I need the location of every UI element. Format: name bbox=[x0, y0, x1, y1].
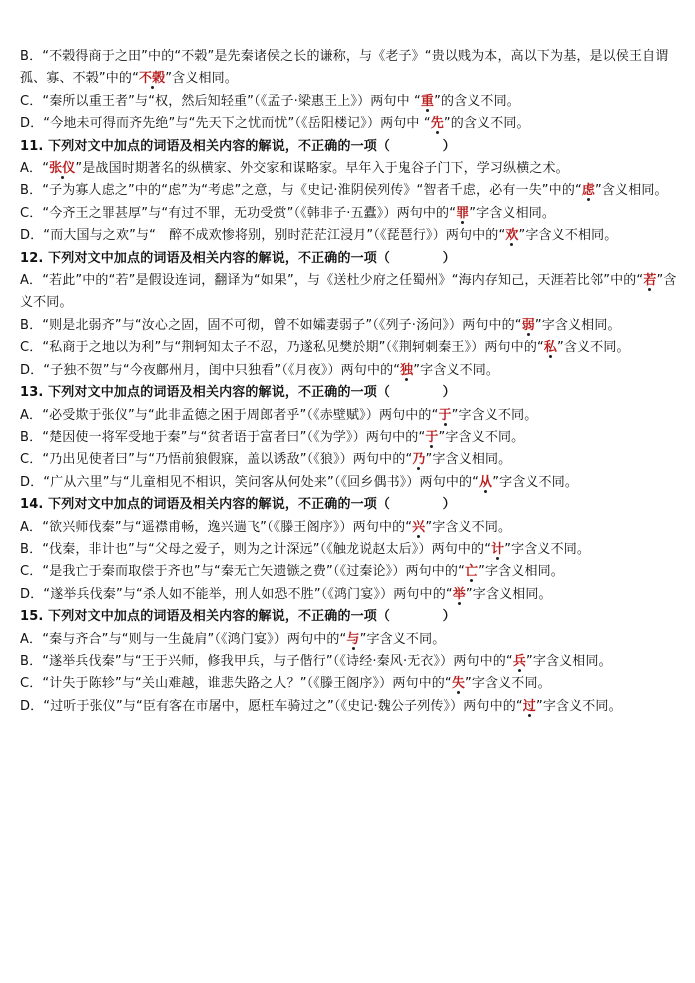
text-segment: C．“是我亡于秦而取偿于齐也”与“秦无亡矢遗镞之费”（《过秦论》）两句中的“ bbox=[20, 564, 465, 580]
text-segment: A．“欲兴师伐秦”与“遥襟甫畅，逸兴遄飞”（《滕王阁序》）两句中的“ bbox=[20, 519, 413, 535]
text-segment: ”字含义不同。 bbox=[451, 407, 538, 423]
dotted-keyword: 罪 bbox=[456, 205, 470, 221]
text-segment: ”字含义不相同。 bbox=[518, 228, 618, 244]
text-segment: B．“伐秦，非计也”与“父母之爱子，则为之计深远”（《触龙说赵太后》）两句中的“ bbox=[20, 541, 492, 557]
text-segment: 11. 下列对文中加点的词语及相关内容的解说，不正确的一项（ ） bbox=[20, 138, 456, 154]
dotted-keyword: 乃 bbox=[412, 452, 426, 468]
answer-option bbox=[20, 472, 680, 494]
answer-option bbox=[20, 539, 680, 561]
text-segment: ”是战国时期著名的纵横家、外交家和谋略家。早年入于鬼谷子门下，学习纵横之术。 bbox=[75, 161, 569, 177]
dotted-keyword: 与 bbox=[346, 631, 360, 647]
text-segment: ”含义相同。 bbox=[595, 183, 668, 199]
text-segment: ”字含义不同。 bbox=[359, 631, 446, 647]
text-segment: A．“秦与齐合”与“则与一生彘肩”（《鸿门宴》）两句中的“ bbox=[20, 631, 347, 647]
answer-option bbox=[20, 405, 680, 427]
text-segment: ”字含义不同。 bbox=[492, 474, 578, 490]
text-segment: D．“今地未可得而齐先绝”与“先天下之忧而忧”（《岳阳楼记》）两句中 “ bbox=[20, 116, 431, 132]
answer-option bbox=[20, 225, 680, 247]
answer-option bbox=[20, 561, 680, 583]
dotted-keyword: 亡 bbox=[464, 564, 479, 580]
text-segment: ”字含义不同。 bbox=[438, 429, 525, 445]
text-segment: D．“而大国与之欢”与“ 醉不成欢惨将别，别时茫茫江浸月”（《琵琶行》）两句中的“ bbox=[20, 228, 506, 244]
text-segment: 13. 下列对文中加点的词语及相关内容的解说，不正确的一项（ ） bbox=[20, 385, 456, 401]
answer-option bbox=[20, 427, 680, 449]
text-segment: C．“计失于陈轸”与“关山难越，谁悲失路之人？”（《滕王阁序》）两句中的“ bbox=[20, 676, 452, 692]
answer-option bbox=[20, 517, 680, 539]
dotted-keyword: 重 bbox=[420, 93, 435, 109]
dotted-keyword: 虑 bbox=[581, 183, 596, 199]
text-segment: C．“乃出见使者曰”与“乃悟前狼假寐，盖以诱敌”（《狼》）两句中的“ bbox=[20, 452, 413, 468]
text-segment: ”字含义相同。 bbox=[469, 205, 556, 221]
text-segment: D．“广从六里”与“儿童相见不相识，笑问客从何处来”（《回乡偶书》）两句中的“ bbox=[20, 474, 480, 490]
answer-option bbox=[20, 584, 680, 606]
question-heading bbox=[20, 494, 680, 516]
text-segment: C．“私商于之地以为利”与“荆轲知太子不忍，乃遂私见樊於期”（《荆轲刺秦王》）两句中的“ bbox=[20, 340, 544, 356]
answer-option bbox=[20, 46, 680, 91]
text-segment: ”字含义相同。 bbox=[425, 452, 512, 468]
dotted-keyword: 于 bbox=[425, 429, 439, 445]
text-segment: ”字含义不同。 bbox=[464, 676, 551, 692]
answer-option bbox=[20, 651, 680, 673]
answer-option bbox=[20, 360, 680, 382]
answer-option bbox=[20, 113, 680, 135]
dotted-keyword: 于 bbox=[438, 407, 452, 423]
dotted-keyword: 先 bbox=[430, 116, 444, 132]
question-heading bbox=[20, 382, 680, 404]
dotted-keyword: 弱 bbox=[521, 317, 535, 333]
dotted-keyword: 若 bbox=[643, 273, 657, 289]
answer-option bbox=[20, 203, 680, 225]
answer-option bbox=[20, 91, 680, 113]
dotted-keyword: 从 bbox=[479, 474, 493, 490]
text-segment: 12. 下列对文中加点的词语及相关内容的解说，不正确的一项（ ） bbox=[20, 250, 456, 266]
dotted-keyword: 张仪 bbox=[49, 161, 76, 177]
dotted-keyword: 计 bbox=[491, 541, 505, 557]
answer-option bbox=[20, 180, 680, 202]
answer-option bbox=[20, 696, 680, 718]
dotted-keyword: 兵 bbox=[512, 653, 526, 669]
dotted-keyword: 私 bbox=[543, 340, 558, 356]
text-segment: ”含义不同。 bbox=[20, 273, 677, 311]
text-segment: ”的含义不同。 bbox=[443, 116, 530, 132]
text-segment: A．“若此”中的“若”是假设连词，翻译为“如果”，与《送杜少府之任蜀州》“海内存知己，天涯若比邻”中的“ bbox=[20, 273, 644, 289]
text-segment: B．“子为寡人虑之”中的“虑”为“考虑”之意，与《史记·淮阴侯列传》“智者千虑，必有一失”中的“ bbox=[20, 183, 582, 199]
text-segment: ”字含义相同。 bbox=[465, 586, 552, 602]
text-segment: ”的含义不同。 bbox=[434, 93, 520, 109]
text-segment: ”字含义不同。 bbox=[413, 362, 500, 378]
text-segment: D．“子独不贺”与“今夜鄜州月，闺中只独看”（《月夜》）两句中的“ bbox=[20, 362, 401, 378]
dotted-keyword: 兴 bbox=[412, 519, 426, 535]
question-heading bbox=[20, 606, 680, 628]
dotted-keyword: 失 bbox=[451, 676, 465, 692]
dotted-keyword: 举 bbox=[452, 586, 466, 602]
text-segment: B．“楚因使一将军受地于秦”与“贫者语于富者曰”（《为学》）两句中的“ bbox=[20, 429, 426, 445]
answer-option bbox=[20, 337, 680, 359]
text-segment: B．“则是北弱齐”与“汝心之固，固不可彻，曾不如孀妻弱子”（《列子·汤问》）两句中的“ bbox=[20, 317, 522, 333]
document-page bbox=[20, 46, 680, 718]
dotted-keyword: 过 bbox=[522, 698, 536, 714]
text-segment: 15. 下列对文中加点的词语及相关内容的解说，不正确的一项（ ） bbox=[20, 609, 456, 625]
text-segment: D．“过听于张仪”与“臣有客在市屠中，愿枉车骑过之”（《史记·魏公子列传》）两句中的“ bbox=[20, 698, 523, 714]
answer-option bbox=[20, 158, 680, 180]
answer-option bbox=[20, 673, 680, 695]
dotted-keyword: 不榖 bbox=[138, 71, 166, 87]
text-segment: B．“遂举兵伐秦”与“王于兴师，修我甲兵，与子偕行”（《诗经·秦风·无衣》）两句中的“ bbox=[20, 653, 513, 669]
text-segment: ”字含义相同。 bbox=[525, 653, 612, 669]
answer-option bbox=[20, 449, 680, 471]
text-segment: ”字含义不同。 bbox=[535, 698, 622, 714]
text-segment: ”字含义不同。 bbox=[504, 541, 591, 557]
text-segment: ”含义不同。 bbox=[557, 340, 630, 356]
text-segment: C．“秦所以重王者”与“权，然后知轻重”（《孟子·梁惠王上》）两句中 “ bbox=[20, 93, 421, 109]
answer-option bbox=[20, 629, 680, 651]
text-segment: A．“必受欺于张仪”与“此非孟德之困于周郎者乎”（《赤壁赋》）两句中的“ bbox=[20, 407, 439, 423]
text-segment: ”字含义不同。 bbox=[425, 519, 512, 535]
text-segment: ”字含义相同。 bbox=[478, 564, 564, 580]
answer-option bbox=[20, 315, 680, 337]
text-segment: 14. 下列对文中加点的词语及相关内容的解说，不正确的一项（ ） bbox=[20, 497, 456, 513]
text-segment: B．“不榖得商于之田”中的“不榖”是先秦诸侯之长的谦称，与《老子》“贵以贱为本，高以下为基，是以侯王自谓孤、寡、不榖”中的“ bbox=[20, 49, 669, 87]
text-segment: ”含义相同。 bbox=[165, 71, 238, 87]
answer-option bbox=[20, 270, 680, 315]
dotted-keyword: 欢 bbox=[505, 228, 519, 244]
dotted-keyword: 独 bbox=[400, 362, 414, 378]
text-segment: D．“遂举兵伐秦”与“杀人如不能举，刑人如恐不胜”（《鸿门宴》）两句中的“ bbox=[20, 586, 453, 602]
question-heading bbox=[20, 136, 680, 158]
text-segment: C．“今齐王之罪甚厚”与“有过不罪，无功受赏”（《韩非子·五蠹》）两句中的“ bbox=[20, 205, 457, 221]
question-heading bbox=[20, 248, 680, 270]
text-segment: A．“ bbox=[20, 161, 50, 177]
text-segment: ”字含义相同。 bbox=[534, 317, 621, 333]
